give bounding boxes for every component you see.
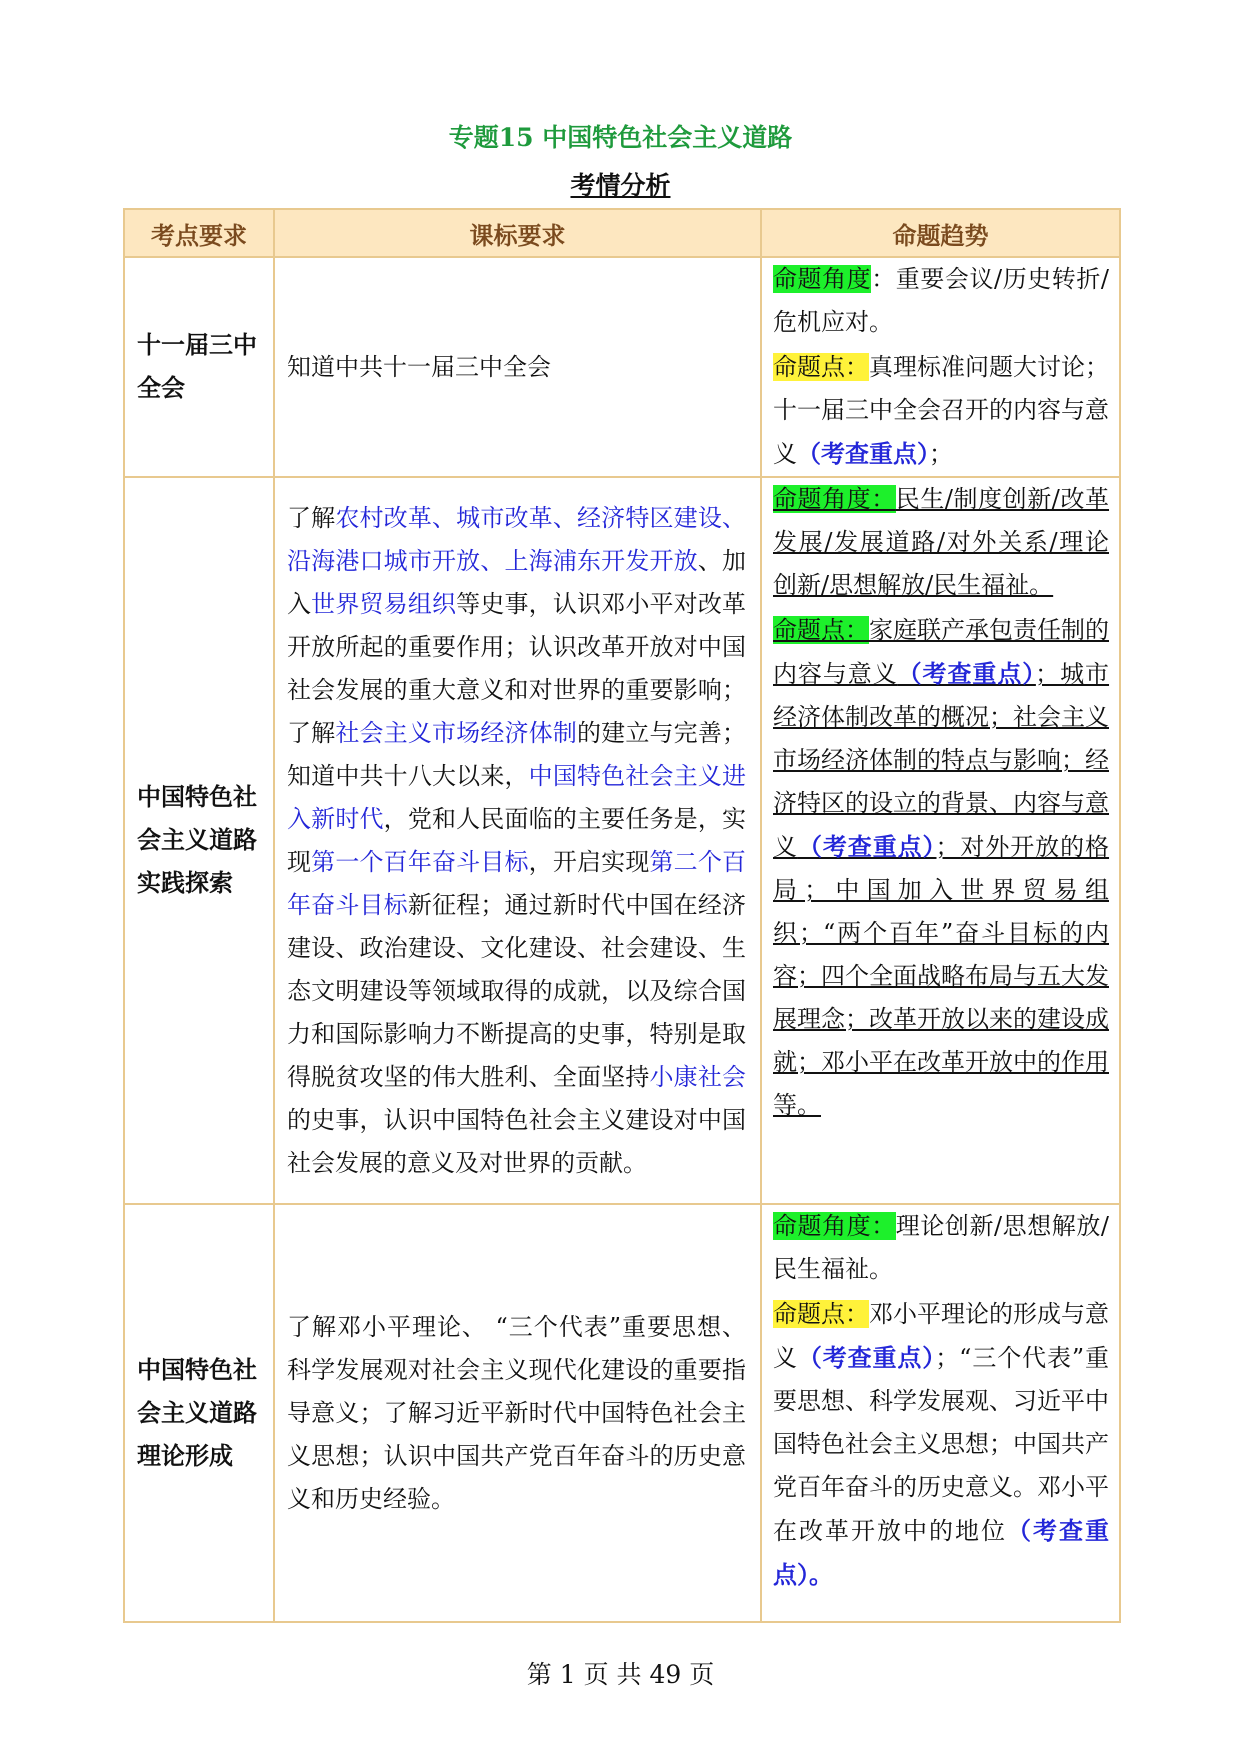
key-point-note: （考查重点） bbox=[797, 439, 929, 468]
text-run: 、加入 bbox=[287, 546, 747, 618]
text-run: 新征程；通过新时代中国在经济建设、政治建设、文化建设、社会建设、生态文明建设等领域取得的成就，以及综合国力和国际影响力不断提高的史事，特别是取得脱贫攻坚的伟大胜利、全面坚持 bbox=[287, 890, 747, 1091]
point-text: 真理标准问题大讨论；十一届三中全会召开的内容与意义 bbox=[773, 353, 1109, 468]
text-run: 等史事，认识邓小平对改革开放所起的重要作用；认识改革开放对中国社会发展的重大意义和对世界的重要影响；了解 bbox=[287, 589, 747, 747]
text-run: ，开启实现 bbox=[528, 847, 650, 876]
text-run: 的建立与完善；知道中共十八大以来， bbox=[287, 718, 747, 790]
angle-label: 命题角度： bbox=[773, 485, 896, 513]
point-label: 命题点： bbox=[773, 1300, 869, 1328]
highlight-term: 第二个百年奋斗目标 bbox=[287, 847, 747, 919]
point-text: ；城市经济体制改革的概况；社会主义市场经济体制的特点与影响；经济特区的设立的背景、内容与意义 bbox=[773, 660, 1110, 861]
highlight-term: 第一个百年奋斗目标 bbox=[311, 847, 529, 876]
angle-label: 命题角度： bbox=[773, 1212, 896, 1240]
trend-cell bbox=[761, 257, 1120, 477]
angle-paragraph bbox=[773, 1205, 1109, 1291]
highlight-term: 小康社会 bbox=[649, 1062, 746, 1091]
standard-text: 知道中共十一届三中全会 bbox=[287, 352, 551, 381]
standard-text: 了解邓小平理论、 “三个代表”重要思想、科学发展观对社会主义现代化建设的重要指导意义；了解习近平新时代中国特色社会主义思想；认识中国共产党百年奋斗的历史意义和历史经验。 bbox=[287, 1312, 746, 1513]
highlight-term: 农村改革、城市改革、经济特区建设、沿海港口城市开放、上海浦东开发开放 bbox=[287, 503, 747, 575]
header-topic: 考点要求 bbox=[124, 209, 274, 257]
header-standard: 课标要求 bbox=[274, 209, 761, 257]
point-end: 。 bbox=[809, 1560, 833, 1589]
header-trend: 命题趋势 bbox=[761, 209, 1120, 257]
key-point-note: （考查重点） bbox=[773, 1516, 1109, 1589]
key-point-note: （考查重点） bbox=[797, 832, 936, 861]
point-text: 邓小平理论的形成与意义 bbox=[773, 1300, 1109, 1372]
text-run: 的史事，认识中国特色社会主义建设对中国社会发展的意义及对世界的贡献。 bbox=[287, 1105, 746, 1177]
trend-cell bbox=[761, 1204, 1120, 1622]
angle-text: 民生/制度创新/改革发展/发展道路/对外关系/理论创新/思想解放/民生福祉。 bbox=[773, 485, 1110, 599]
key-point-note: （考查重点） bbox=[897, 659, 1036, 688]
key-point-note: （考查重点） bbox=[797, 1343, 936, 1372]
angle-text: 理论创新/思想解放/民生福祉。 bbox=[773, 1212, 1110, 1283]
point-text: ；对外开放的格局；中国加入世界贸易组织；“两个百年”奋斗目标的内容；四个全面战略布局与五大发展理念；改革开放以来的建设成就；邓小平在改革开放中的作用等。 bbox=[773, 833, 1110, 1119]
standard-text bbox=[287, 497, 746, 1185]
angle-label: 命题角度 bbox=[773, 265, 872, 293]
point-end: ； bbox=[929, 440, 953, 468]
table-header-row bbox=[124, 209, 1120, 257]
document-title: 专题15 中国特色社会主义道路 bbox=[448, 123, 793, 152]
point-label: 命题点： bbox=[773, 616, 869, 644]
highlight-term: 中国特色社会主义进入新时代 bbox=[287, 761, 747, 833]
topic-cell: 中国特色社会主义道路实践探索 bbox=[124, 477, 274, 1204]
highlight-term: 世界贸易组织 bbox=[311, 589, 457, 618]
standard-cell bbox=[274, 1204, 761, 1622]
table-row bbox=[124, 1204, 1120, 1622]
trend-cell bbox=[761, 477, 1120, 1204]
table-row bbox=[124, 477, 1120, 1204]
standard-cell bbox=[274, 257, 761, 477]
point-paragraph bbox=[773, 346, 1109, 476]
point-text: ；“三个代表”重要思想、科学发展观、习近平中国特色社会主义思想；中国共产党百年奋斗的历史意义。邓小平在改革开放中的地位 bbox=[773, 1344, 1110, 1545]
point-label: 命题点： bbox=[773, 353, 869, 381]
topic-cell: 十一届三中全会 bbox=[124, 257, 274, 477]
table-row bbox=[124, 257, 1120, 477]
topic-cell: 中国特色社会主义道路理论形成 bbox=[124, 1204, 274, 1622]
page-footer: 第 1 页 共 49 页 bbox=[526, 1660, 715, 1689]
highlight-term: 社会主义市场经济体制 bbox=[335, 718, 578, 747]
point-paragraph bbox=[773, 1293, 1109, 1597]
angle-paragraph bbox=[773, 258, 1109, 344]
angle-text: ：重要会议/历史转折/危机应对。 bbox=[773, 265, 1110, 336]
text-run: 了解 bbox=[287, 503, 336, 532]
section-subtitle: 考情分析 bbox=[570, 171, 671, 200]
text-run: ，党和人民面临的主要任务是，实现 bbox=[287, 804, 747, 876]
point-paragraph bbox=[773, 609, 1109, 1127]
analysis-table bbox=[123, 208, 1121, 1623]
angle-paragraph bbox=[773, 478, 1109, 607]
point-text: 家庭联产承包责任制的内容与意义 bbox=[773, 616, 1109, 688]
standard-cell bbox=[274, 477, 761, 1204]
